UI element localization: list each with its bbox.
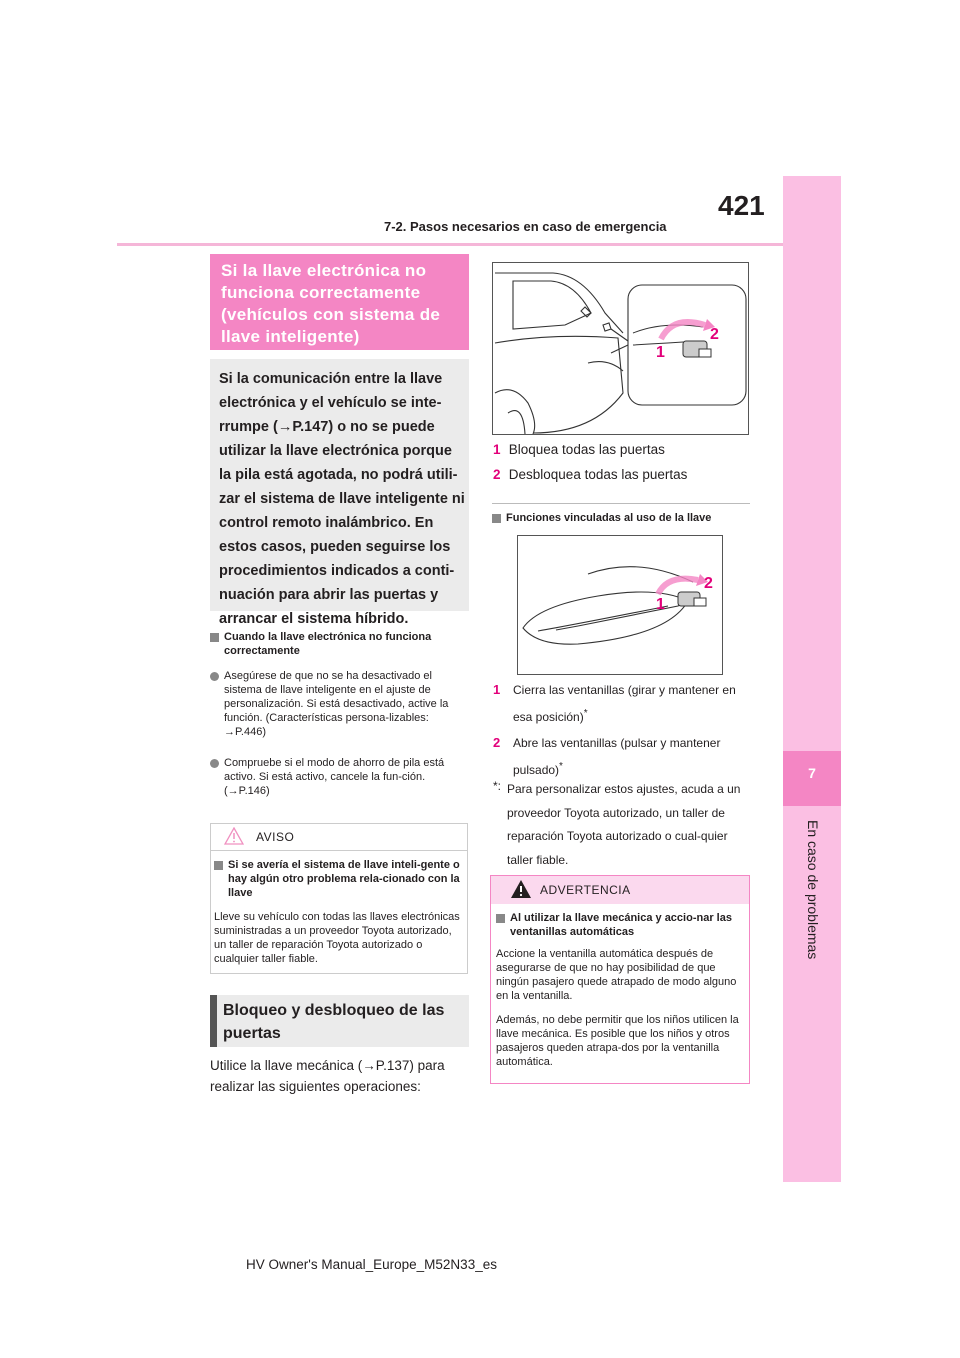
lock-steps-list <box>493 437 753 487</box>
figure-label-1: 1 <box>656 596 665 613</box>
bullet-text: Compruebe si el modo de ahorro de pila está activo. Si está activo, cancele la fun-ción. (→P.146) <box>224 757 445 797</box>
footnote-mark: *: <box>493 779 502 793</box>
bullet-text: Asegúrese de que no se ha desactivado el sistema de llave inteligente en el ajuste de personalización. Si está desactivado, active la función. (Características persona-lizables: →P.446) <box>224 670 449 738</box>
subheading-key-malfunction <box>210 630 470 658</box>
window-steps-list <box>493 678 748 782</box>
chapter-number: 7 <box>808 765 816 781</box>
notice-heading <box>214 858 464 900</box>
warning-label: ADVERTENCIA <box>540 883 631 897</box>
square-bullet-icon <box>492 514 501 523</box>
lock-intro: Utilice la llave mecánica (→P.137) para realizar las siguientes operaciones: <box>210 1058 445 1094</box>
notice-heading-text: Si se avería el sistema de llave inteli-gente o hay algún otro problema rela-cionado con la llave <box>228 859 460 899</box>
notice-body: Lleve su vehículo con todas las llaves electrónicas suministradas a un proveedor Toyota autorizado, un taller de reparación Toyota autorizado o cualquier taller fiable. <box>214 911 460 965</box>
footer-manual-id: HV Owner's Manual_Europe_M52N33_es <box>246 1257 497 1272</box>
section-title: 7-2. Pasos necesarios en caso de emergencia <box>384 219 667 234</box>
header-rule <box>117 243 783 246</box>
list-item: 2 Desbloquea todas las puertas <box>493 467 688 482</box>
car-door-key-illustration <box>493 263 748 434</box>
square-bullet-icon <box>214 861 223 870</box>
notice-label: AVISO <box>256 830 295 844</box>
warning-triangle-icon <box>510 879 532 899</box>
lock-heading: Bloqueo y desbloqueo de las puertas <box>223 1002 445 1042</box>
warning-heading-text: Al utilizar la llave mecánica y accio-nar las ventanillas automáticas <box>510 912 732 938</box>
chapter-side-tab <box>783 176 841 1182</box>
list-item: 1 Bloquea todas las puertas <box>493 442 665 457</box>
divider <box>492 503 750 504</box>
figure-door-lock <box>492 262 749 435</box>
footnote <box>493 778 745 872</box>
list-item <box>210 669 470 739</box>
page-number: 421 <box>718 190 765 221</box>
list-item <box>210 756 470 798</box>
figure-label-2: 2 <box>704 575 713 592</box>
subheading-key-functions <box>492 511 752 525</box>
round-bullet-icon <box>210 672 219 681</box>
list-item: 2 Abre las ventanillas (pulsar y mantener pulsado)* <box>493 735 721 777</box>
subheading-text: Funciones vinculadas al uso de la llave <box>506 512 712 524</box>
figure-window-key <box>517 535 723 675</box>
round-bullet-icon <box>210 759 219 768</box>
notice-header <box>211 824 467 851</box>
subheading-text: Cuando la llave electrónica no funciona correctamente <box>224 631 432 657</box>
intro-text: Si la comunicación entre la llave electrónica y el vehículo se inte-rrumpe (→P.147) o no se puede utilizar la llave electrónica porque la pila está agotada, no podrá utili-zar el sistema de llave inteligente ni control remoto inalámbrico. En estos casos, pueden seguirse los procedimientos indicados a conti-nuación para abrir las puertas y arrancar el sistema híbrido. <box>219 371 465 627</box>
square-bullet-icon <box>210 633 219 642</box>
figure-label-2: 2 <box>710 326 719 343</box>
door-handle-key-illustration <box>518 536 722 674</box>
chapter-label: En caso de problemas <box>805 820 821 960</box>
caution-triangle-icon <box>224 827 244 845</box>
figure-label-1: 1 <box>656 344 665 361</box>
square-bullet-icon <box>496 914 505 923</box>
warning-paragraph: Accione la ventanilla automática después de asegurarse de que no hay posibilidad de que ningún pasajero quede atrapado de modo alguno en la ventanilla. <box>496 948 737 1002</box>
asterisk: * <box>559 761 563 772</box>
footnote-text: Para personalizar estos ajustes, acuda a un proveedor Toyota autorizado, un taller de reparación Toyota autorizado o cual-quier taller fiable. <box>507 782 741 867</box>
asterisk: * <box>583 708 588 719</box>
list-item: 1 Cierra las ventanillas (girar y mantener en esa posición)* <box>493 682 736 724</box>
warning-paragraph: Además, no debe permitir que los niños utilicen la llave mecánica. Es posible que los niños y otros pasajeros queden atrapa-dos por la ventanilla automática. <box>496 1014 739 1068</box>
warning-heading <box>496 911 746 939</box>
section-heading: Si la llave electrónica no funciona correctamente (vehículos con sistema de llave inteligente) <box>221 261 441 346</box>
